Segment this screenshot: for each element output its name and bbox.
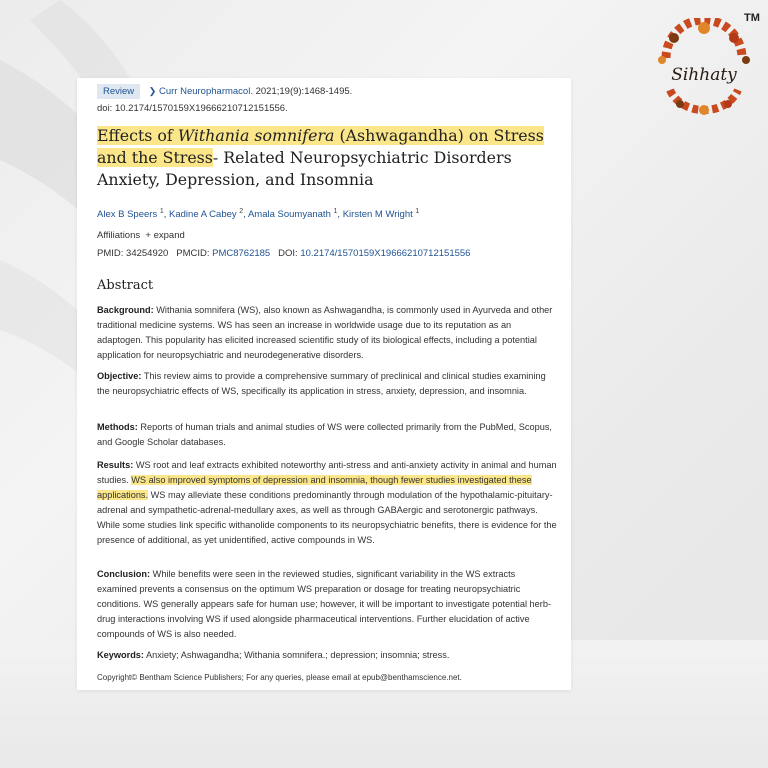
affiliations-row	[97, 230, 185, 241]
sihhaty-logo	[648, 18, 760, 118]
doi-line: doi: 10.2174/1570159X19666210712151556.	[97, 103, 288, 114]
title-highlight: Effects of Withania somnifera (Ashwagandha) on Stress and the Stress	[97, 126, 544, 167]
conclusion-section: Conclusion: While benefits were seen in the reviewed studies, significant variability in the WS extracts examined prevents a consensus on the optimum WS preparation or dosage for treating neuropsychiatric conditions. WS generally appears safe for human use; however, it will be important to investigate potential herb-drug interactions involving WS if used alongside pharmaceutical interventions. Further elucidation of active compounds of WS is also needed.	[97, 569, 552, 639]
results-highlight: WS also improved symptoms of depression and insomnia, though fewer studies investigated these applications.	[97, 475, 532, 500]
author-link[interactable]: Alex B Speers	[97, 209, 158, 221]
pmcid-link[interactable]: PMC8762185	[212, 248, 271, 259]
article-type-badge: Review	[97, 84, 140, 99]
citation-details: 2021;19(9):1468-1495.	[255, 86, 353, 97]
svg-text:Sihhaty: Sihhaty	[671, 65, 737, 85]
objective-section: Objective: This review aims to provide a comprehensive summary of preclinical and clinical studies examining the neuropsychiatric effects of WS, specifically its application in stress, anxiety, depression, and insomnia.	[97, 371, 546, 396]
article-card	[77, 78, 571, 690]
author-link[interactable]: Amala Soumyanath	[247, 209, 331, 221]
chevron-right-icon: ❯	[148, 86, 157, 96]
citation-row	[97, 84, 352, 99]
results-section: Results: WS root and leaf extracts exhibited noteworthy anti-stress and anti-anxiety activity in animal and human studies. WS also improved symptoms of depression and insomnia, though fewer studies investigated these applications. WS may alleviate these conditions predominantly through modulation of the hypothalamic-pituitary-adrenal and sympathetic-adrenal-medullary axes, as well as through GABAergic and serotonergic pathways. While some studies link specific withanolide components to its neuropsychiatric benefits, there is evidence for the presence of additional, as yet unidentified, active compounds in WS.	[97, 460, 557, 545]
keywords-section: Keywords: Anxiety; Ashwagandha; Withania somnifera.; depression; insomnia; stress.	[97, 650, 450, 660]
author-link[interactable]: Kirsten M Wright	[342, 209, 413, 221]
background-section: Background: Withania somnifera (WS), also known as Ashwagandha, is commonly used in Ayurveda and other traditional medicine systems. WS has seen an increase in worldwide usage due to its reputation as an adaptogen. This popularity has elicited increased scientific study of its biological effects, including a potential application for neuropsychiatric and neurodegenerative disorders.	[97, 305, 553, 360]
abstract-heading: Abstract	[97, 278, 154, 293]
title-rest: - Related Neuropsychiatric Disorders Anxiety, Depression, and Insomnia	[97, 148, 512, 189]
affiliations-label: Affiliations	[97, 230, 141, 241]
trademark-symbol: TM	[744, 12, 760, 24]
pmid-value: 34254920	[126, 248, 169, 259]
copyright-notice: Copyright© Bentham Science Publishers; For any queries, please email at epub@benthamscience.net.	[97, 673, 462, 682]
article-title	[97, 125, 557, 191]
expand-affiliations-toggle[interactable]: + expand	[145, 230, 185, 241]
identifier-row: PMID: 34254920 PMCID: PMC8762185 DOI: 10.2174/1570159X19666210712151556	[97, 248, 471, 259]
methods-section: Methods: Reports of human trials and animal studies of WS were collected primarily from the PubMed, Scopus, and Google Scholar databases.	[97, 422, 552, 447]
doi-link[interactable]: 10.2174/1570159X19666210712151556	[300, 248, 471, 259]
author-link[interactable]: Kadine A Cabey	[169, 209, 237, 221]
author-list: Alex B Speers $^1$, Kadine A Cabey $^2$, Amala Soumyanath $^1$, Kirsten M Wright $^1$	[97, 208, 420, 221]
journal-link[interactable]: Curr Neuropharmacol.	[158, 86, 253, 97]
